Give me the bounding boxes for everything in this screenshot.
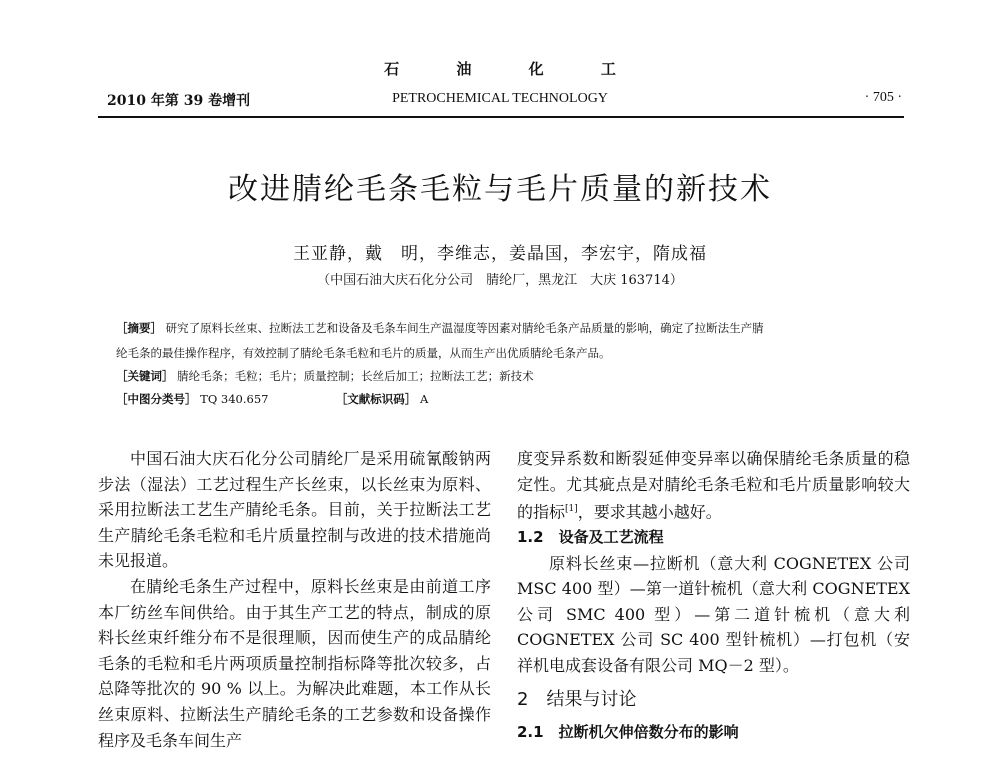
doc-code-value: A bbox=[419, 392, 429, 406]
left-paragraph-2: 在腈纶毛条生产过程中，原料长丝束是由前道工序本厂纺丝车间供给。由于其生产工艺的特点，制成的原料长丝束纤维分布不是很理顺，因而使生产的成品腈纶毛条的毛粒和毛片两项质量控制指标降等批次较多，占总降等批次的 90 % 以上。为解决此难题，本工作从长丝束原料、拉断法生产腈纶毛条的工艺参数和设备操作程序及毛条车间生产 bbox=[98, 576, 491, 750]
abstract-line-1 bbox=[116, 318, 896, 338]
affiliation: （中国石油大庆石化分公司 腈纶厂，黑龙江 大庆 163714） bbox=[317, 273, 683, 288]
reference-marker: [1] bbox=[565, 504, 578, 515]
classification-line bbox=[116, 389, 896, 409]
right-paragraph-1 bbox=[517, 446, 910, 525]
journal-name-en: PETROCHEMICAL TECHNOLOGY bbox=[392, 91, 608, 106]
body-right-column bbox=[517, 446, 910, 746]
clc-value: TQ 340.657 bbox=[200, 392, 269, 406]
keywords-text: 腈纶毛条；毛粒；毛片；质量控制；长丝后加工；拉断法工艺；新技术 bbox=[177, 369, 534, 383]
journal-name-cn: 石 油 化 工 bbox=[384, 60, 642, 78]
paper-title: 改进腈纶毛条毛粒与毛片质量的新技术 bbox=[228, 172, 772, 207]
keywords-label: ［关键词］ bbox=[116, 369, 174, 383]
section-2-heading: 2 结果与讨论 bbox=[517, 688, 637, 710]
clc-label: ［中图分类号］ bbox=[116, 392, 197, 406]
section-2-1-heading: 2.1 拉断机欠伸倍数分布的影响 bbox=[517, 723, 739, 742]
abstract-label: ［摘要］ bbox=[116, 321, 162, 335]
right-paragraph-2: 原料长丝束—拉断机（意大利 COGNETEX 公司 MSC 400 型）—第一道针梳机（意大利 COGNETEX公司 SMC 400 型）—第二道针梳机（意大利 COGNETEX 公司 SC 400 型针梳机）—打包机（安祥机电成套设备有限公司 MQ－2 型）。 bbox=[517, 553, 910, 676]
abstract-line-2 bbox=[116, 343, 896, 363]
header-rule bbox=[98, 116, 904, 118]
page-number: · 705 · bbox=[864, 90, 902, 105]
author-list: 王亚静，戴 明，李维志，姜晶国，李宏宇，隋成福 bbox=[293, 244, 707, 264]
issue-info: 2010 年第 39 卷增刊 bbox=[107, 93, 251, 109]
abstract-text-1: 研究了原料长丝束、拉断法工艺和设备及毛条车间生产温湿度等因素对腈纶毛条产品质量的影响，确定了拉断法生产腈 bbox=[165, 321, 764, 335]
left-paragraph-1: 中国石油大庆石化分公司腈纶厂是采用硫氰酸钠两步法（湿法）工艺过程生产长丝束，以长丝束为原料、采用拉断法工艺生产腈纶毛条。目前，关于拉断法工艺生产腈纶毛条毛粒和毛片质量控制与改进的技术措施尚未见报道。 bbox=[98, 449, 491, 571]
doc-code-label: ［文献标识码］ bbox=[335, 392, 417, 406]
section-1-2-heading: 1.2 设备及工艺流程 bbox=[517, 528, 664, 547]
keywords-line bbox=[116, 366, 896, 386]
right-paragraph-1-end: ，要求其越小越好。 bbox=[577, 502, 722, 522]
body-left-column bbox=[98, 446, 491, 753]
right-paragraph-1-text: 度变异系数和断裂延伸变异率以确保腈纶毛条质量的稳定性。尤其疵点是对腈纶毛条毛粒和毛片质量影响较大的指标 bbox=[517, 449, 910, 522]
abstract-text-2: 纶毛条的最佳操作程序，有效控制了腈纶毛条毛粒和毛片的质量，从而生产出优质腈纶毛条产品。 bbox=[116, 346, 611, 360]
